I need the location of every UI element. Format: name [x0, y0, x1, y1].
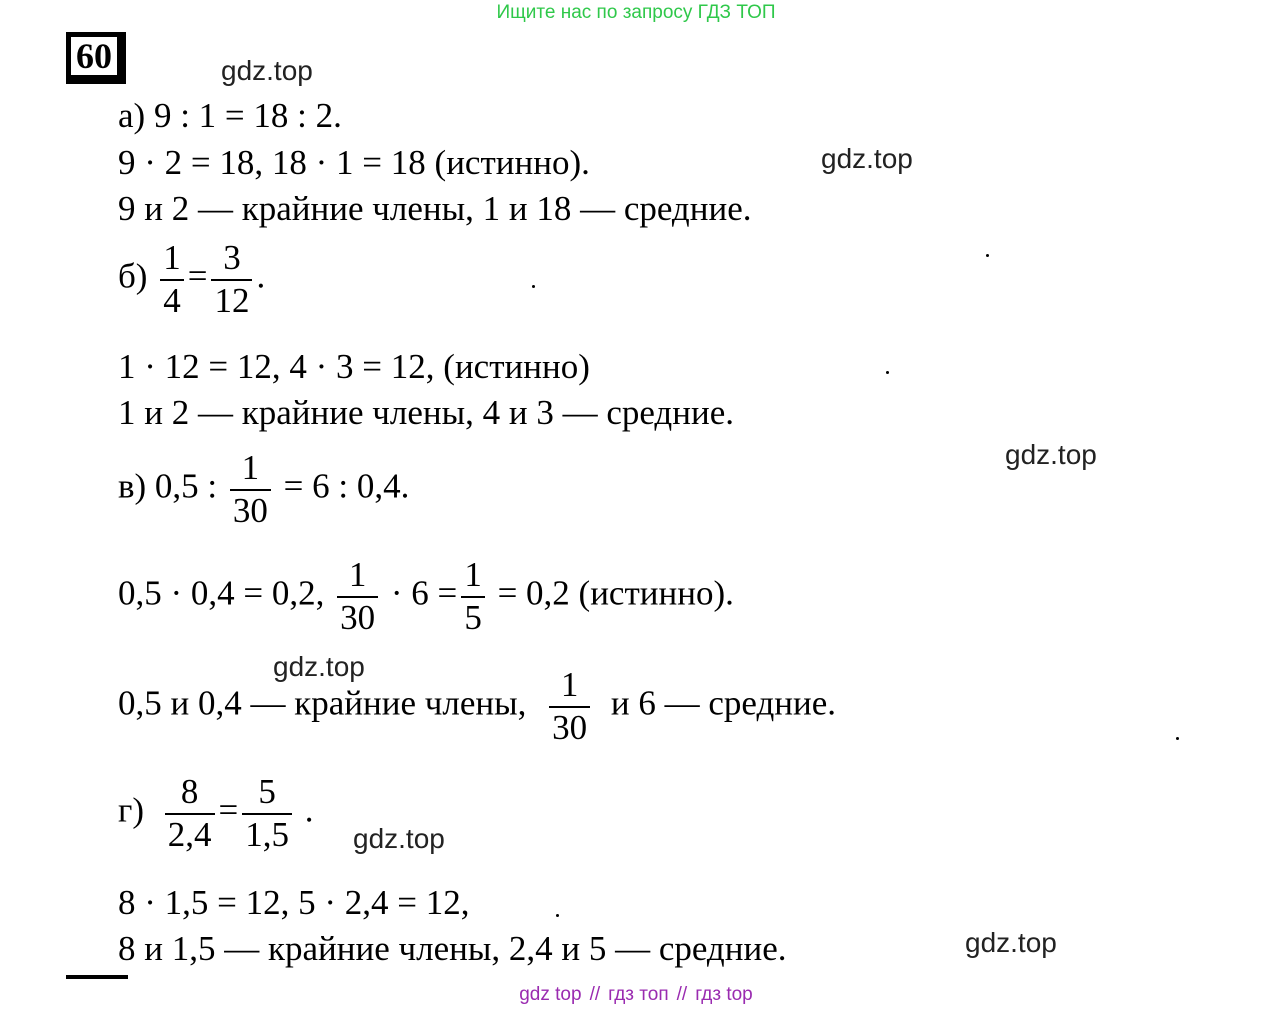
- scan-speck: [886, 371, 889, 374]
- watermark: gdz.top: [1005, 439, 1097, 470]
- part-c-check-middle: · 6 =: [390, 573, 458, 613]
- part-b-check: 1 · 12 = 12, 4 · 3 = 12, (истинно): [118, 347, 590, 386]
- part-d-proportion: [118, 774, 314, 853]
- denominator: 30: [232, 491, 268, 530]
- part-b-terms: 1 и 2 — крайние члены, 4 и 3 — средние.: [118, 393, 734, 432]
- scan-speck: [986, 254, 989, 257]
- watermark: gdz.top: [965, 927, 1057, 958]
- footer-separator: //: [589, 984, 601, 1005]
- bottom-rule: [66, 975, 128, 979]
- fraction: [211, 240, 252, 319]
- footer-link[interactable]: гдз top: [695, 984, 753, 1005]
- denominator: 12: [214, 281, 250, 320]
- equals-sign: =: [218, 790, 239, 830]
- denominator: 5: [464, 598, 482, 637]
- fraction: [337, 557, 378, 636]
- fraction: [549, 667, 590, 746]
- footer-links: [0, 984, 1272, 1006]
- denominator: 30: [552, 708, 588, 747]
- part-a-terms: 9 и 2 — крайние члены, 1 и 18 — средние.: [118, 189, 752, 228]
- denominator: 30: [340, 598, 376, 637]
- watermark: gdz.top: [821, 143, 913, 174]
- fraction: [165, 774, 215, 853]
- numerator: 1: [163, 238, 181, 277]
- footer-link[interactable]: гдз топ: [608, 984, 669, 1005]
- part-c-terms-prefix: 0,5 и 0,4 — крайние члены,: [118, 683, 527, 723]
- watermark: gdz.top: [353, 823, 445, 854]
- fraction: [461, 557, 485, 636]
- part-c-proportion: [118, 450, 409, 529]
- denominator: 2,4: [167, 815, 212, 854]
- part-c-check: [118, 557, 734, 636]
- part-d-label: г): [118, 790, 145, 830]
- numerator: 3: [223, 238, 241, 277]
- part-b-proportion: [118, 240, 265, 319]
- numerator: 1: [464, 555, 482, 594]
- numerator: 1: [348, 555, 367, 594]
- equals-sign: =: [187, 256, 208, 296]
- part-b-label: б): [118, 256, 148, 296]
- fraction: [230, 450, 271, 529]
- footer-separator: //: [676, 984, 688, 1005]
- fraction: [242, 774, 292, 853]
- fraction: [160, 240, 184, 319]
- part-c-check-prefix: 0,5 · 0,4 = 0,2,: [118, 573, 325, 613]
- scan-speck: [532, 285, 535, 288]
- part-c-terms: [118, 667, 836, 746]
- task-number-badge: 60: [66, 32, 126, 84]
- numerator: 1: [560, 665, 579, 704]
- watermark: gdz.top: [273, 651, 365, 682]
- footer-link[interactable]: gdz top: [519, 984, 582, 1005]
- part-c-prefix: в) 0,5 :: [118, 466, 218, 506]
- numerator: 1: [241, 448, 260, 487]
- period: .: [256, 256, 266, 296]
- denominator: 4: [163, 281, 181, 320]
- part-a-check: 9 · 2 = 18, 18 · 1 = 18 (истинно).: [118, 143, 590, 182]
- part-a-proportion: а) 9 : 1 = 18 : 2.: [118, 96, 342, 135]
- period: .: [304, 790, 314, 830]
- denominator: 1,5: [245, 815, 290, 854]
- part-c-terms-suffix: и 6 — средние.: [610, 683, 837, 723]
- watermark: gdz.top: [221, 55, 313, 86]
- search-hint-link[interactable]: Ищите нас по запросу ГДЗ ТОП: [496, 2, 776, 23]
- numerator: 5: [258, 772, 276, 811]
- scan-speck: [556, 914, 559, 917]
- part-c-check-suffix: = 0,2 (истинно).: [497, 573, 734, 613]
- part-c-suffix: = 6 : 0,4.: [283, 466, 410, 506]
- part-d-check: 8 · 1,5 = 12, 5 · 2,4 = 12,: [118, 883, 470, 922]
- numerator: 8: [180, 772, 199, 811]
- part-d-terms: 8 и 1,5 — крайние члены, 2,4 и 5 — средние.: [118, 929, 787, 968]
- scan-speck: [1176, 737, 1179, 740]
